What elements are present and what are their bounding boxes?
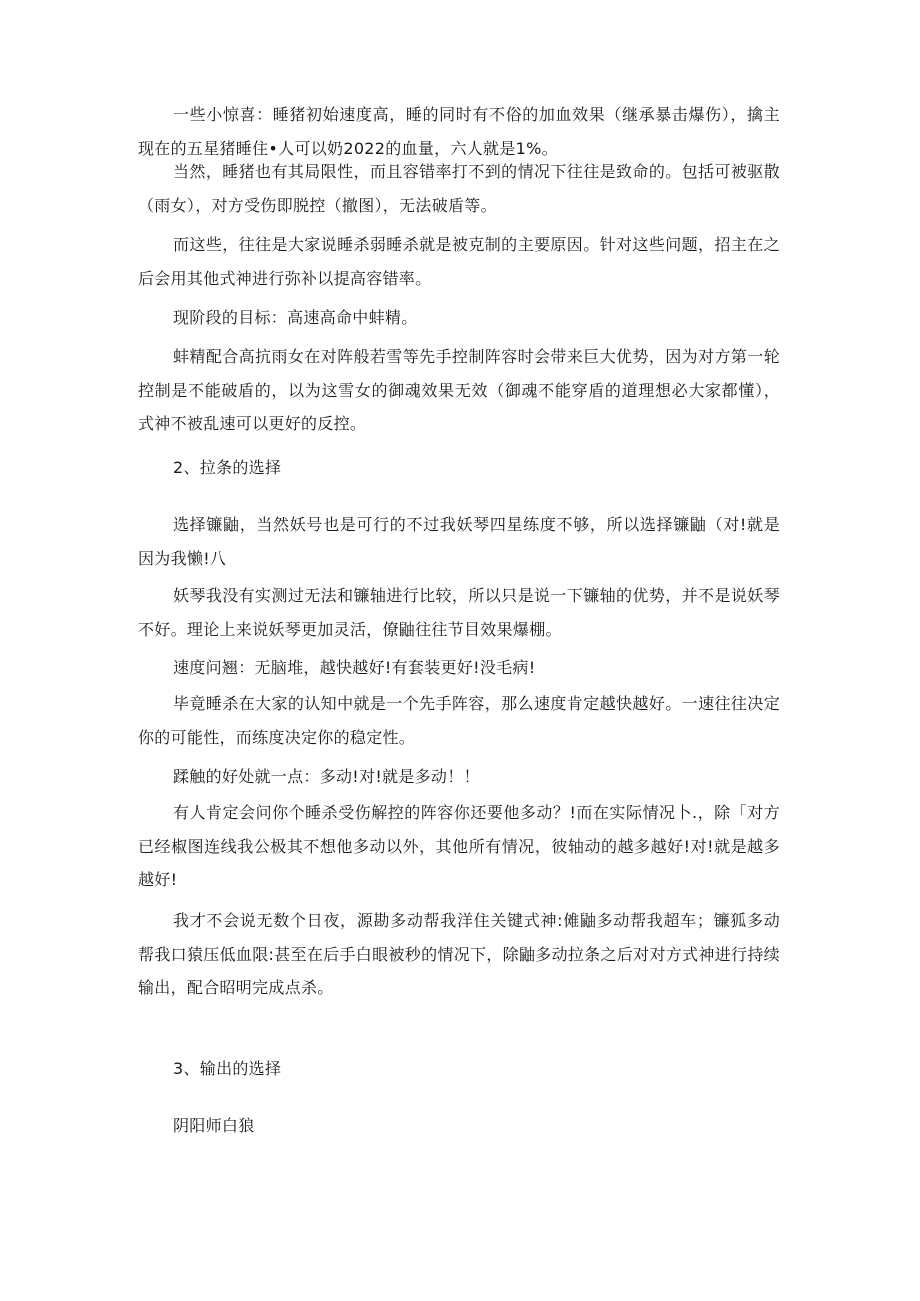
- paragraph-days-nights: 我才不会说无数个日夜，源勘多动帮我洋住关键式神:傩鼬多动帮我超车；镰狐多动帮我口猿压低血限:甚至在后手白眼被秒的情况下，除鼬多动拉条之后对对方式神进行持续输出，配合昭明完成点杀。: [138, 911, 780, 997]
- paragraph-question: 有人肯定会问你个睡杀受伤解控的阵容你还要他多动？!而在实际情况卜.，除「对方已经椒图连线我公极其不想他多动以外，其他所有情况，彼轴动的越多越好!对!就是越多越好!: [138, 803, 780, 889]
- section-heading-2: 2、拉条的选择: [173, 458, 282, 477]
- paragraph-limitations: 当然，睡猪也有其局限性，而且容错率打不到的情况下往往是致命的。包括可被驱散（雨女），对方受伤即脱控（撤图），无法破盾等。: [138, 162, 780, 215]
- paragraph-reasons: 而这些，往往是大家说睡杀弱睡杀就是被克制的主要原因。针对这些问题，招主在之后会用其他式神进行弥补以提高容错率。: [138, 235, 780, 288]
- paragraph-first-strike: 毕竟睡杀在大家的认知中就是一个先手阵容，那么速度肯定越快越好。一速往往决定你的可能性，而练度决定你的稳定性。: [138, 694, 780, 747]
- section-heading-3: 3、输出的选择: [173, 1059, 282, 1078]
- paragraph-bangjing: 蚌精配合高抗雨女在对阵般若雪等先手控制阵容时会带来巨大优势，因为对方第一轮控制是不能破盾的，以为这雪女的御魂效果无效（御魂不能穿盾的道理想必大家都懂），式神不被乱速可以更好的反控。: [138, 347, 780, 433]
- paragraph-more-moves: 蹂触的好处就一点：多动!对!就是多动！！: [173, 767, 480, 786]
- paragraph-current-goal: 现阶段的目标：高速高命中蚌精。: [173, 308, 418, 327]
- paragraph-yaoqin: 妖琴我没有实测过无法和镰轴进行比较，所以只是说一下镰轴的优势，并不是说妖琴不好。理论上来说妖琴更加灵活，僚鼬往往节目效果爆棚。: [138, 586, 780, 639]
- paragraph-speed: 速度问翘：无脑堆，越快越好!有套装更好!没毛病!: [173, 658, 536, 677]
- paragraph-surprise: 一些小惊喜：睡猪初始速度高，睡的同时有不俗的加血效果（继承暴击爆伤），擒主现在的五星猪睡住•人可以奶2022的血量，六人就是1%。: [138, 105, 780, 158]
- paragraph-white-wolf: 阴阳师白狼: [173, 1116, 255, 1135]
- paragraph-choose-kamaitachi: 选择镰鼬，当然妖号也是可行的不过我妖琴四星练度不够，所以选择镰鼬（对!就是因为我懒!八: [138, 515, 780, 568]
